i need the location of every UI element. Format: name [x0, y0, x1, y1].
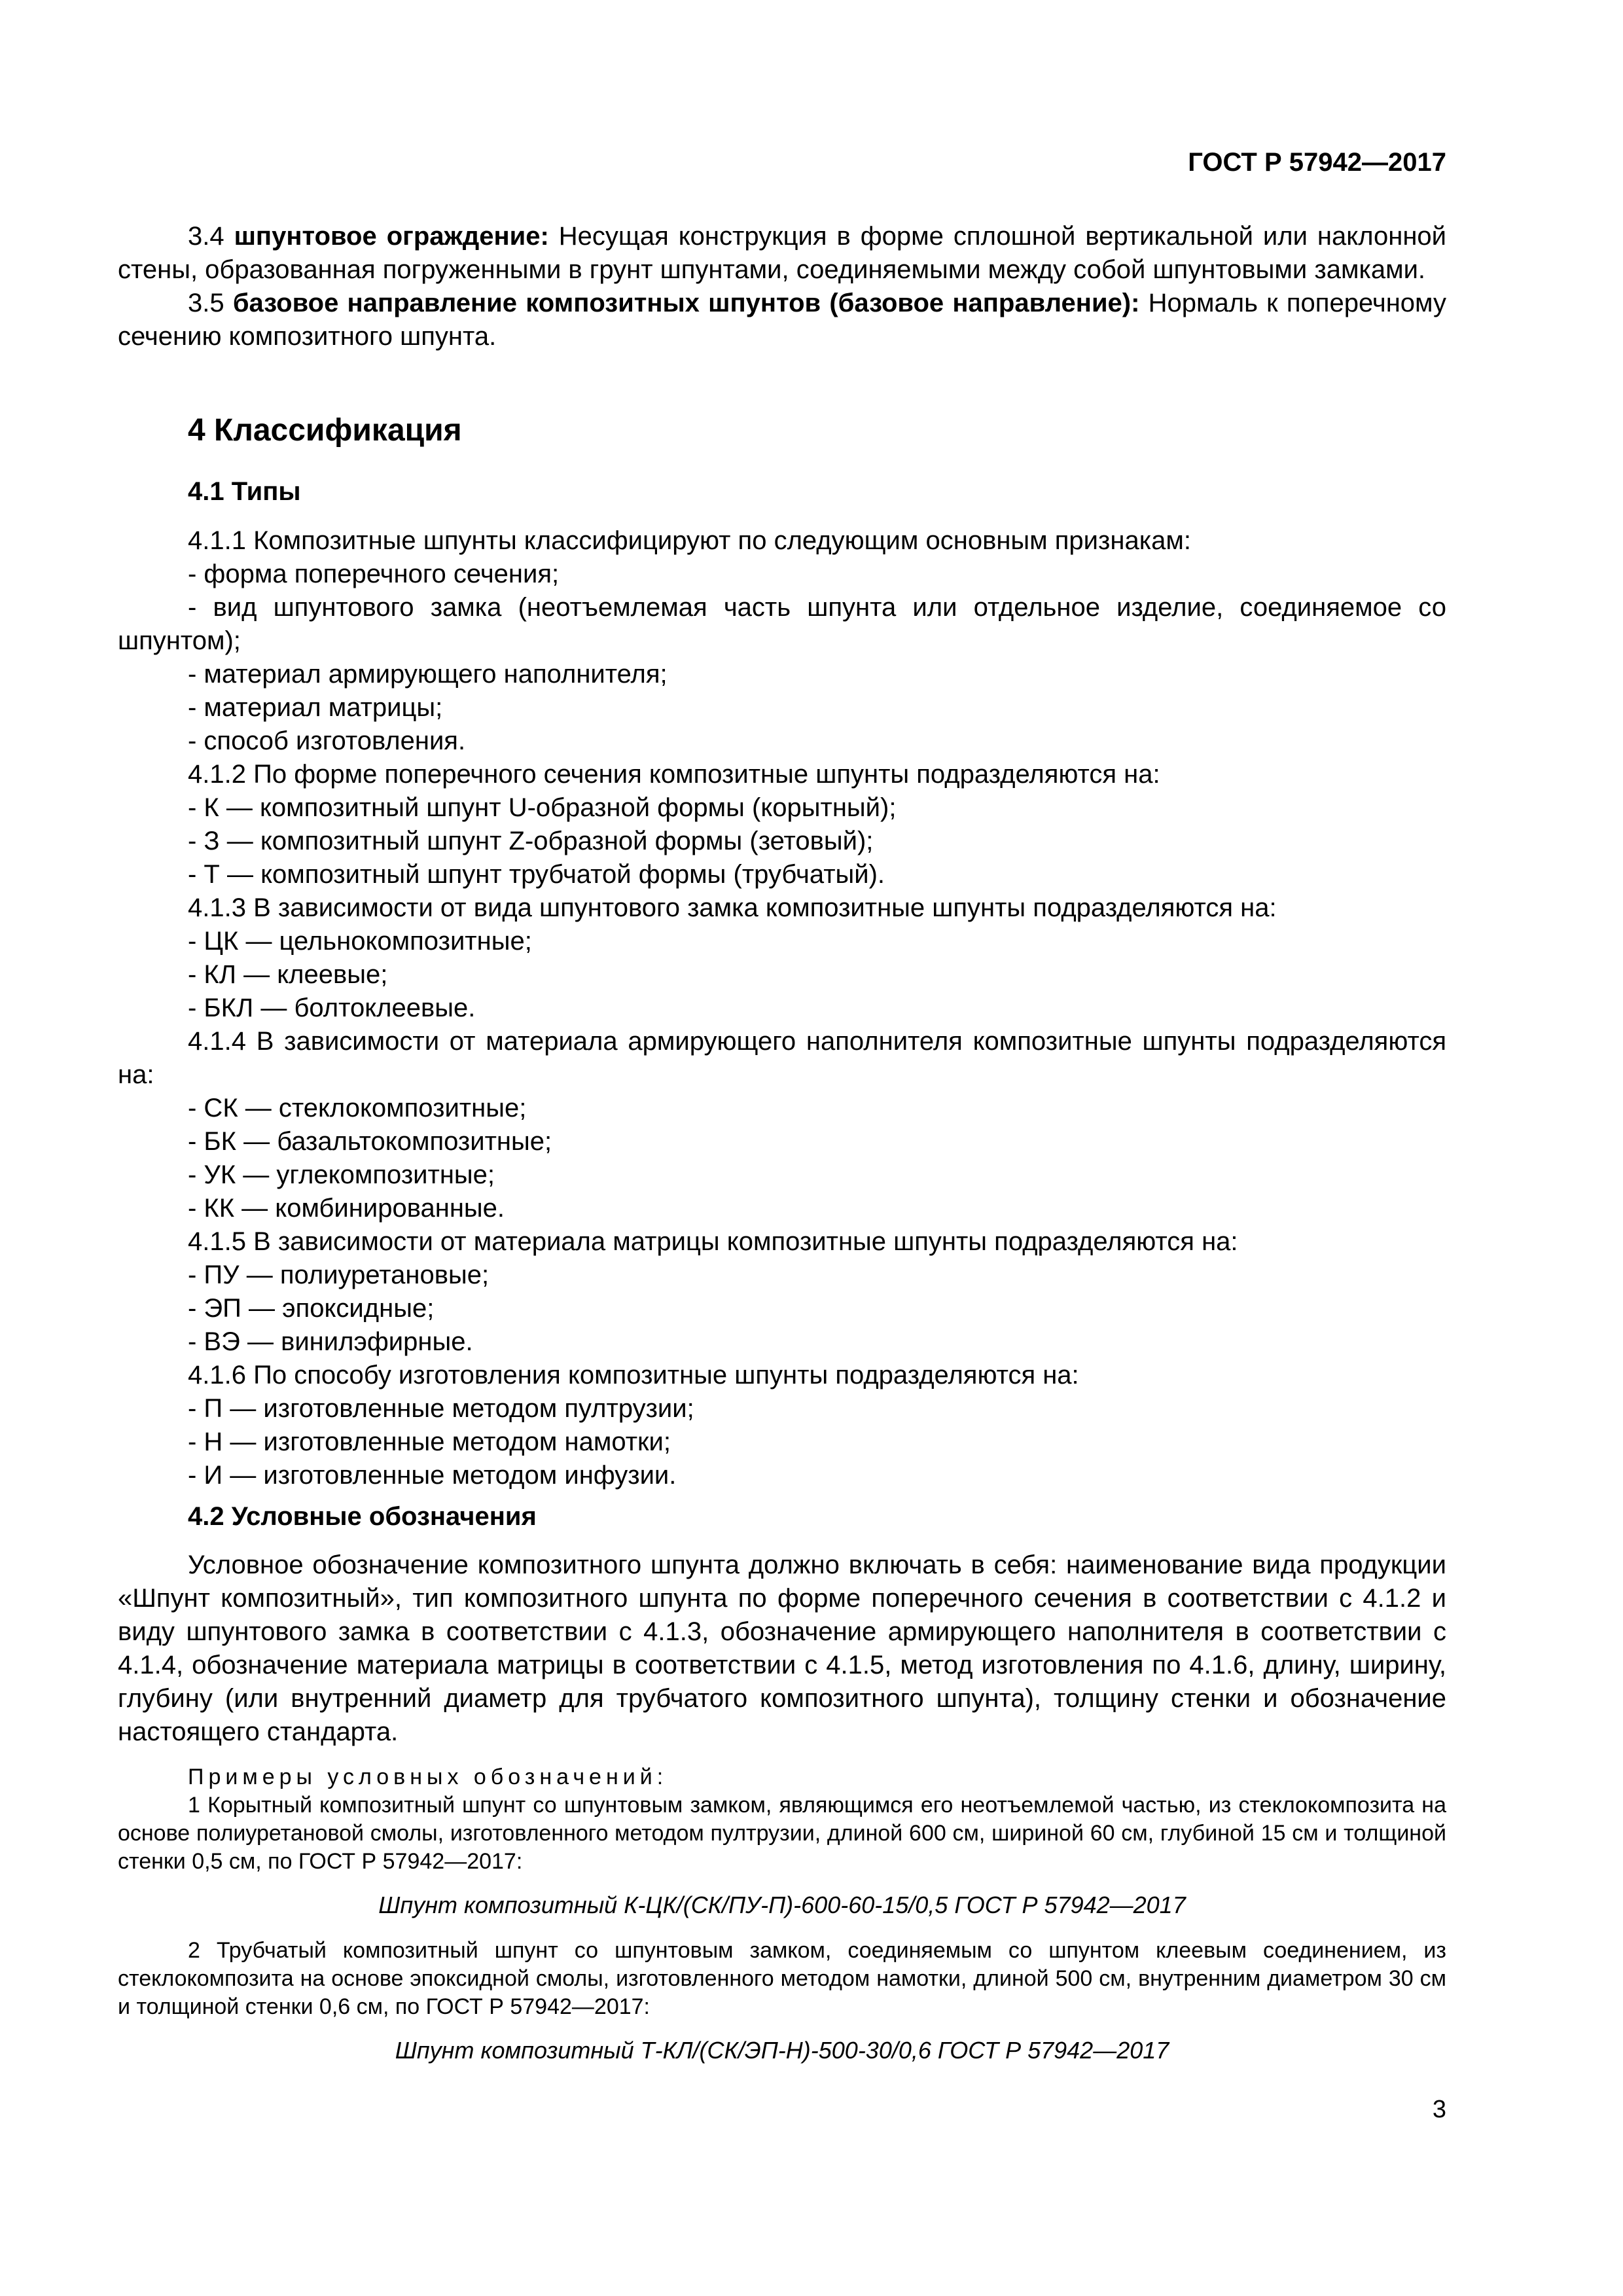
running-header: ГОСТ Р 57942—2017: [1188, 148, 1446, 177]
example-code: Шпунт композитный К-ЦК/(СК/ПУ-П)-600-60-15/0,5 ГОСТ Р 57942—2017: [378, 1892, 1186, 1918]
list-item: - БК — базальтокомпозитные;: [188, 1127, 552, 1156]
list-item: 4.1.5 В зависимости от материала матрицы композитные шпунты подразделяются на:: [188, 1227, 1238, 1256]
definition-term: шпунтовое ограждение:: [234, 222, 549, 251]
definition-3-4: 3.4 шпунтовое ограждение: Несущая конструкция в форме сплошной вертикальной или наклонной стены, образованная погруженными в грунт шпунтами, соединяемыми между собой шпунтовыми замками.: [118, 222, 1447, 284]
list-item: - СК — стеклокомпозитные;: [188, 1094, 527, 1122]
definition-term: базовое направление композитных шпунтов (базовое направление):: [232, 289, 1140, 317]
subsection-heading: 4.2 Условные обозначения: [188, 1502, 537, 1531]
list-item: - БКЛ — болтоклеевые.: [188, 994, 476, 1022]
example-code: Шпунт композитный Т-КЛ/(СК/ЭП-Н)-500-30/0,6 ГОСТ Р 57942—2017: [395, 2037, 1169, 2064]
list-item: 4.1.4 В зависимости от материала армирующего наполнителя композитные шпунты подразделяются на:: [118, 1027, 1446, 1089]
subsection-4-2-wrap: [118, 1500, 1446, 1534]
list-item: - П — изготовленные методом пултрузии;: [188, 1394, 694, 1423]
list-item: - форма поперечного сечения;: [188, 560, 560, 588]
definitions-block: [118, 220, 1446, 353]
definition-3-5: 3.5 базовое направление композитных шпунтов (базовое направление): Нормаль к поперечному сечению композитного шпунта.: [118, 289, 1447, 351]
section-heading: 4 Классификация: [188, 413, 462, 448]
list-item: - Т — композитный шпунт трубчатой формы (трубчатый).: [188, 860, 885, 889]
page-number: 3: [1432, 2096, 1446, 2123]
examples-label: Примеры условных обозначений:: [188, 1765, 668, 1789]
designation-paragraph: Условное обозначение композитного шпунта должно включать в себя: наименование вида продукции «Шпунт композитный», тип композитного шпунта по форме поперечного сечения в соответствии с 4.1.2 и виду шпунтового замка в соответствии с 4.1.3, обозначение армирующего наполнителя в соответствии с 4.1.4, обозначение материала матрицы в соответствии с 4.1.5, метод изготовления по 4.1.6, длину, ширину, глубину (или внутренний диаметр для трубчатого композитного шпунта), толщину стенки и обозначение настоящего стандарта.: [118, 1551, 1446, 1746]
list-item: - З — композитный шпунт Z-образной формы (зетовый);: [188, 827, 874, 855]
list-item: - КЛ — клеевые;: [188, 960, 388, 989]
designation-block: [118, 1549, 1446, 1749]
list-item: - К — композитный шпунт U-образной формы (корытный);: [188, 793, 897, 822]
classification-list: [118, 524, 1446, 1492]
example-text: 1 Корытный композитный шпунт со шпунтовым замком, являющимся его неотъемлемой частью, из стеклокомпозита на основе полиуретановой смолы, изготовленного методом пултрузии, длиной 600 см, шириной 60 см, глубиной 15 см и толщиной стенки 0,5 см, по ГОСТ Р 57942—2017:: [118, 1793, 1446, 1874]
list-item: - ЭП — эпоксидные;: [188, 1294, 435, 1323]
example-text: 2 Трубчатый композитный шпунт со шпунтовым замком, соединяемым со шпунтом клеевым соединением, из стеклокомпозита на основе эпоксидной смолы, изготовленного методом намотки, длиной 500 см, внутренним диаметром 30 см и толщиной стенки 0,6 см, по ГОСТ Р 57942—2017:: [118, 1938, 1446, 2019]
list-item: - материал армирующего наполнителя;: [188, 660, 668, 689]
list-item: - ПУ — полиуретановые;: [188, 1261, 490, 1289]
section-4-heading-wrap: [118, 411, 1446, 450]
list-item: - ЦК — цельнокомпозитные;: [188, 927, 532, 956]
subsection-heading: 4.1 Типы: [188, 477, 301, 506]
definition-text: Несущая конструкция в форме сплошной вертикальной или наклонной стены, образованная погруженными в грунт шпунтами, соединяемыми между собой шпунтовыми замками.: [118, 222, 1447, 284]
subsection-4-1-wrap: [118, 475, 1446, 509]
list-item: 4.1.3 В зависимости от вида шпунтового замка композитные шпунты подразделяются на:: [188, 893, 1277, 922]
list-item: 4.1.1 Композитные шпунты классифицируют по следующим основным признакам:: [188, 526, 1191, 555]
definition-text: Нормаль к поперечному сечению композитного шпунта.: [118, 289, 1447, 351]
examples-block: [118, 1763, 1446, 2065]
list-item: - УК — углекомпозитные;: [188, 1160, 495, 1189]
list-item: 4.1.2 По форме поперечного сечения композитные шпунты подразделяются на:: [188, 760, 1160, 789]
list-item: 4.1.6 По способу изготовления композитные шпунты подразделяются на:: [188, 1361, 1079, 1390]
list-item: - способ изготовления.: [188, 726, 466, 755]
list-item: - вид шпунтового замка (неотъемлемая часть шпунта или отдельное изделие, соединяемое со шпунтом);: [118, 593, 1446, 655]
list-item: - ВЭ — винилэфирные.: [188, 1327, 473, 1356]
list-item: - материал матрицы;: [188, 693, 443, 722]
list-item: - И — изготовленные методом инфузии.: [188, 1461, 677, 1490]
list-item: - Н — изготовленные методом намотки;: [188, 1427, 671, 1456]
list-item: - КК — комбинированные.: [188, 1194, 505, 1223]
